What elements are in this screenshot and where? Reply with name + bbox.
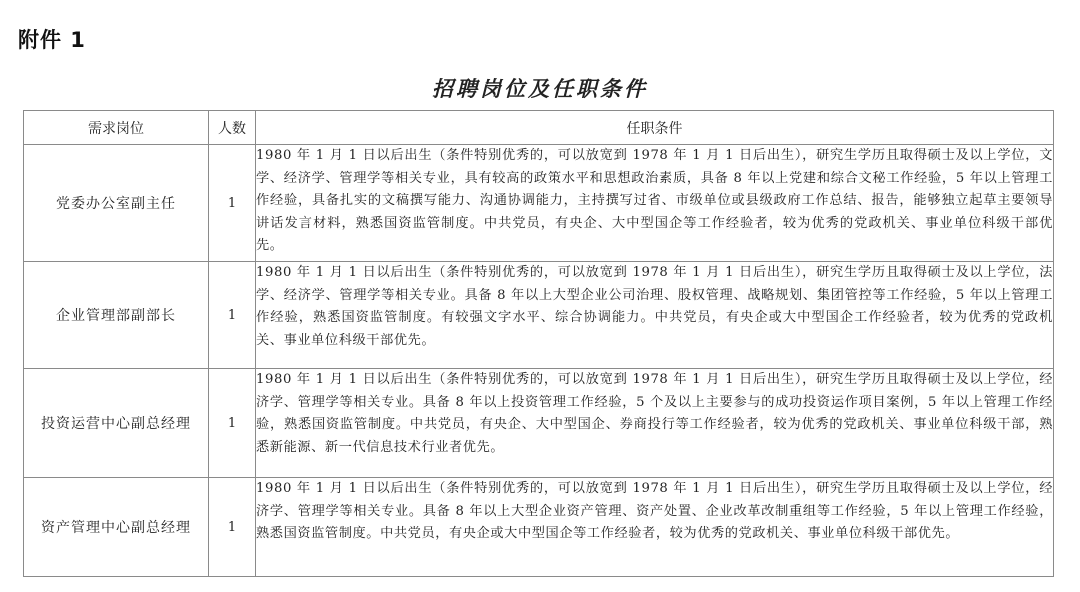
requirements-cell: 1980 年 1 月 1 日以后出生（条件特别优秀的，可以放宽到 1978 年 1 月 1 日后出生），研究生学历且取得硕士及以上学位，法学、经济学、管理学等相关专业。具备 8 年以上大型企业公司治理、股权管理、战略规划、集团管控等工作经验，5 年以上管理工作经验，熟悉国资监管制度。有较强文字水平、综合协调能力。中共党员，有央企或大中型国企工作经验者，较为优秀的党政机关、事业单位科级干部优先。 [256,262,1054,369]
position-cell: 投资运营中心副总经理 [24,369,209,478]
position-cell: 资产管理中心副总经理 [24,478,209,577]
count-cell: 1 [209,478,256,577]
requirements-cell: 1980 年 1 月 1 日以后出生（条件特别优秀的，可以放宽到 1978 年 1 月 1 日后出生），研究生学历且取得硕士及以上学位，经济学、管理学等相关专业。具备 8 年以上大型企业资产管理、资产处置、企业改革改制重组等工作经验，5 年以上管理工作经验，熟悉国资监管制度。中共党员，有央企或大中型国企等工作经验者，较为优秀的党政机关、事业单位科级干部优先。 [256,478,1054,577]
table-row [24,145,1054,262]
position-cell: 企业管理部副部长 [24,262,209,369]
position-cell: 党委办公室副主任 [24,145,209,262]
table-row [24,478,1054,577]
attachment-label: 附件 1 [18,28,86,52]
count-cell: 1 [209,369,256,478]
document-title: 招聘岗位及任职条件 [432,76,648,101]
count-cell: 1 [209,145,256,262]
requirements-cell: 1980 年 1 月 1 日以后出生（条件特别优秀的，可以放宽到 1978 年 1 月 1 日后出生），研究生学历且取得硕士及以上学位，经济学、管理学等相关专业。具备 8 年以上投资管理工作经验，5 个及以上主要参与的成功投资运作项目案例，5 年以上管理工作经验，熟悉国资监管制度。中共党员，有央企、大中型国企、券商投行等工作经验者，较为优秀的党政机关、事业单位科级干部，熟悉新能源、新一代信息技术行业者优先。 [256,369,1054,478]
requirements-cell: 1980 年 1 月 1 日以后出生（条件特别优秀的，可以放宽到 1978 年 1 月 1 日后出生），研究生学历且取得硕士及以上学位，文学、经济学、管理学等相关专业，具有较高的政策水平和思想政治素质，具备 8 年以上党建和综合文秘工作经验，5 年以上管理工作经验，具备扎实的文稿撰写能力、沟通协调能力，主持撰写过省、市级单位或县级政府工作总结、报告，能够独立起草主要领导讲话发言材料，熟悉国资监管制度。中共党员，有央企、大中型国企等工作经验者，较为优秀的党政机关、事业单位科级干部优先。 [256,145,1054,262]
count-cell: 1 [209,262,256,369]
table-header-row [24,111,1054,145]
table-row [24,369,1054,478]
header-requirements: 任职条件 [256,111,1054,145]
table-row [24,262,1054,369]
header-count: 人数 [209,111,256,145]
header-position: 需求岗位 [24,111,209,145]
requirements-table [23,110,1054,577]
